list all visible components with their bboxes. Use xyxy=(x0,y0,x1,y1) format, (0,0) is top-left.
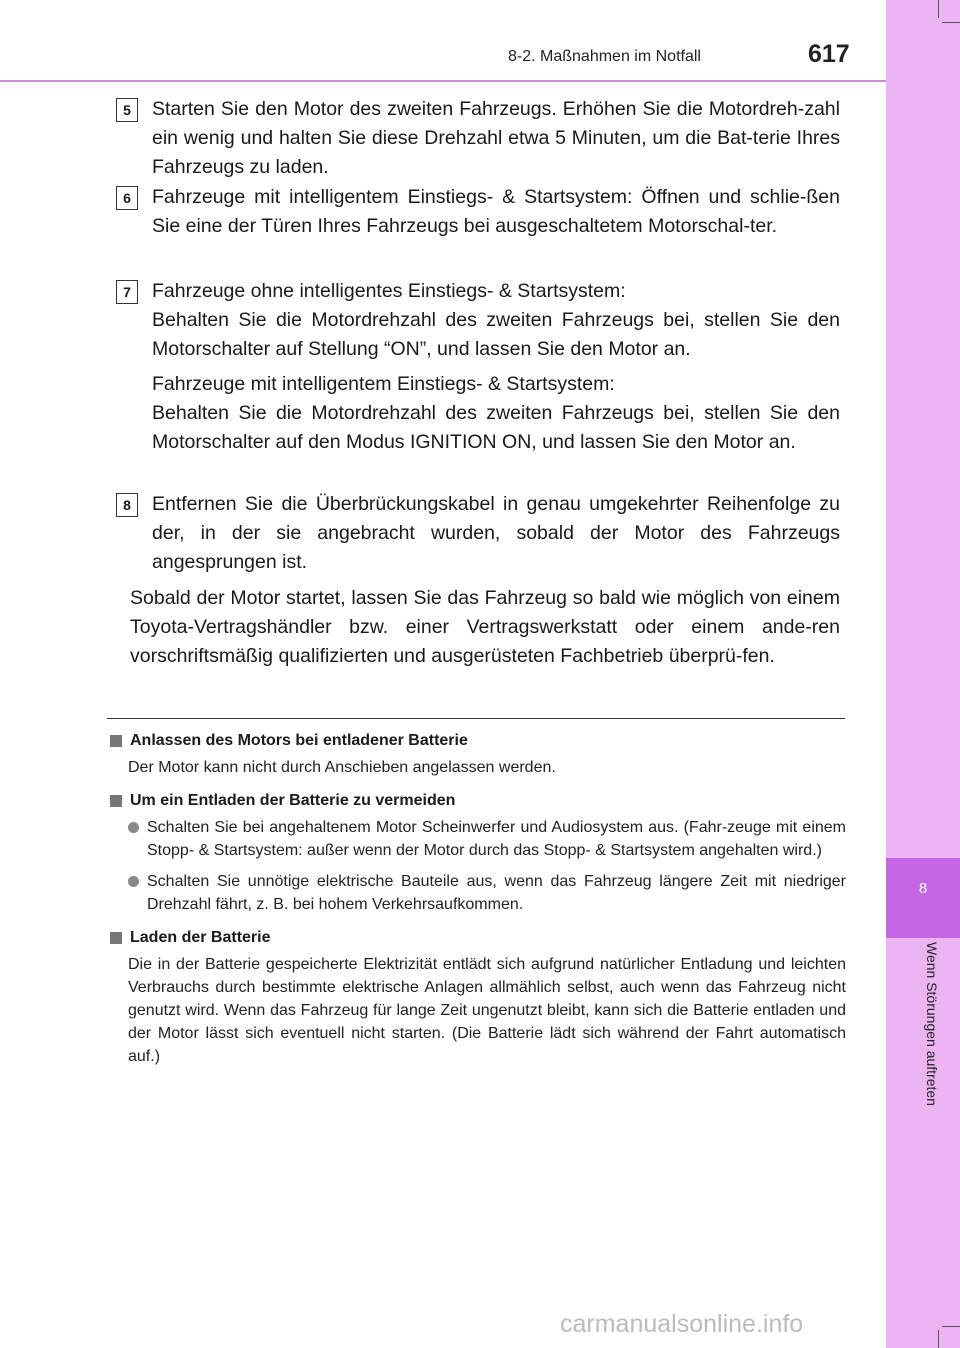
step-paragraph: Behalten Sie die Motordrehzahl des zweiten Fahrzeugs bei, stellen Sie den Motorschalter auf den Modus IGNITION ON, und lassen Sie den Motor an. xyxy=(152,402,840,453)
note-heading xyxy=(110,790,846,812)
step-text xyxy=(152,277,840,457)
note-block xyxy=(110,790,846,916)
note-block xyxy=(110,927,846,1068)
step-5 xyxy=(116,95,840,182)
square-bullet-icon xyxy=(110,932,122,944)
step-8 xyxy=(116,490,840,577)
step-paragraph: Entfernen Sie die Überbrückungskabel in genau umgekehrter Reihenfolge zu der, in der sie angebracht wurden, sobald der Motor des Fahrzeugs angesprungen ist. xyxy=(152,493,840,573)
note-block xyxy=(110,730,846,779)
section-divider xyxy=(107,718,845,719)
note-heading-text: Laden der Batterie xyxy=(130,929,271,946)
crop-mark xyxy=(942,22,960,23)
step-paragraph: Fahrzeuge mit intelligentem Einstiegs- & Startsystem: Öffnen und schlie-ßen Sie eine der Türen Ihres Fahrzeugs bei ausgeschaltetem Motorschal-ter. xyxy=(152,186,840,237)
square-bullet-icon xyxy=(110,795,122,807)
watermark-text: carmanualsonline.info xyxy=(560,1310,804,1338)
note-heading xyxy=(110,730,846,752)
bullet-text: Schalten Sie bei angehaltenem Motor Scheinwerfer und Audiosystem aus. (Fahr-zeuge mit einem Stopp- & Startsystem: außer wenn der Motor durch das Stopp- & Startsystem angehalten wird.) xyxy=(147,819,846,859)
step-number-badge: 5 xyxy=(116,98,138,122)
note-heading-text: Anlassen des Motors bei entladener Batterie xyxy=(130,732,468,749)
summary-paragraph: Sobald der Motor startet, lassen Sie das Fahrzeug so bald wie möglich von einem Toyota-Vertragshändler bzw. einer Vertragswerkstatt oder einem ande-ren vorschriftsmäßig qualifizierten und ausgerüsteten Fachbetrieb überprü-fen. xyxy=(130,587,840,667)
crop-mark xyxy=(938,1330,939,1348)
step-number-badge: 8 xyxy=(116,493,138,517)
step-6 xyxy=(116,183,840,241)
chapter-tab-active[interactable] xyxy=(886,858,960,938)
crop-mark xyxy=(938,0,939,18)
step-paragraph: Fahrzeuge mit intelligentem Einstiegs- & Startsystem: xyxy=(152,373,615,395)
note-heading-text: Um ein Entladen der Batterie zu vermeiden xyxy=(130,792,456,809)
step-7 xyxy=(116,277,840,457)
step-text xyxy=(152,490,840,577)
page-number: 617 xyxy=(808,40,850,68)
circle-bullet-icon xyxy=(128,876,139,887)
square-bullet-icon xyxy=(110,735,122,747)
circle-bullet-icon xyxy=(128,822,139,833)
bullet-text: Schalten Sie unnötige elektrische Bauteile aus, wenn das Fahrzeug längere Zeit mit niedriger Drehzahl fährt, z. B. bei hohem Verkehrsaufkommen. xyxy=(147,873,846,913)
header-divider xyxy=(0,80,886,82)
step-paragraph: Fahrzeuge ohne intelligentes Einstiegs- & Startsystem: xyxy=(152,280,626,302)
step-paragraph: Behalten Sie die Motordrehzahl des zweiten Fahrzeugs bei, stellen Sie den Motorschalter auf Stellung “ON”, und lassen Sie den Motor an. xyxy=(152,309,840,360)
chapter-title: Wenn Störungen auftreten xyxy=(924,942,940,1106)
step-number-badge: 6 xyxy=(116,186,138,210)
bullet-item xyxy=(128,816,846,862)
note-body: Die in der Batterie gespeicherte Elektrizität entlädt sich aufgrund natürlicher Entladung und leichten Verbrauchs durch bestimmte elektrische Anlagen allmählich selbst, auch wenn das Fahrzeug nicht genutzt wird. Wenn das Fahrzeug für lange Zeit ungenutzt bleibt, kann sich die Batterie entladen und der Motor lässt sich eventuell nicht starten. (Die Batterie lädt sich während der Fahrt automatisch auf.) xyxy=(128,956,846,1065)
step-text xyxy=(152,183,840,241)
step-paragraph: Starten Sie den Motor des zweiten Fahrzeugs. Erhöhen Sie die Motordreh-zahl ein wenig und halten Sie diese Drehzahl etwa 5 Minuten, um die Bat-terie Ihres Fahrzeugs zu laden. xyxy=(152,98,840,178)
step-text xyxy=(152,95,840,182)
bullet-item xyxy=(128,870,846,916)
chapter-number: 8 xyxy=(918,880,928,897)
note-heading xyxy=(110,927,846,949)
step-number-badge: 7 xyxy=(116,280,138,304)
note-body: Der Motor kann nicht durch Anschieben angelassen werden. xyxy=(128,759,556,776)
crop-mark xyxy=(942,1326,960,1327)
notes-section xyxy=(110,730,846,1079)
section-title: 8-2. Maßnahmen im Notfall xyxy=(508,48,701,65)
